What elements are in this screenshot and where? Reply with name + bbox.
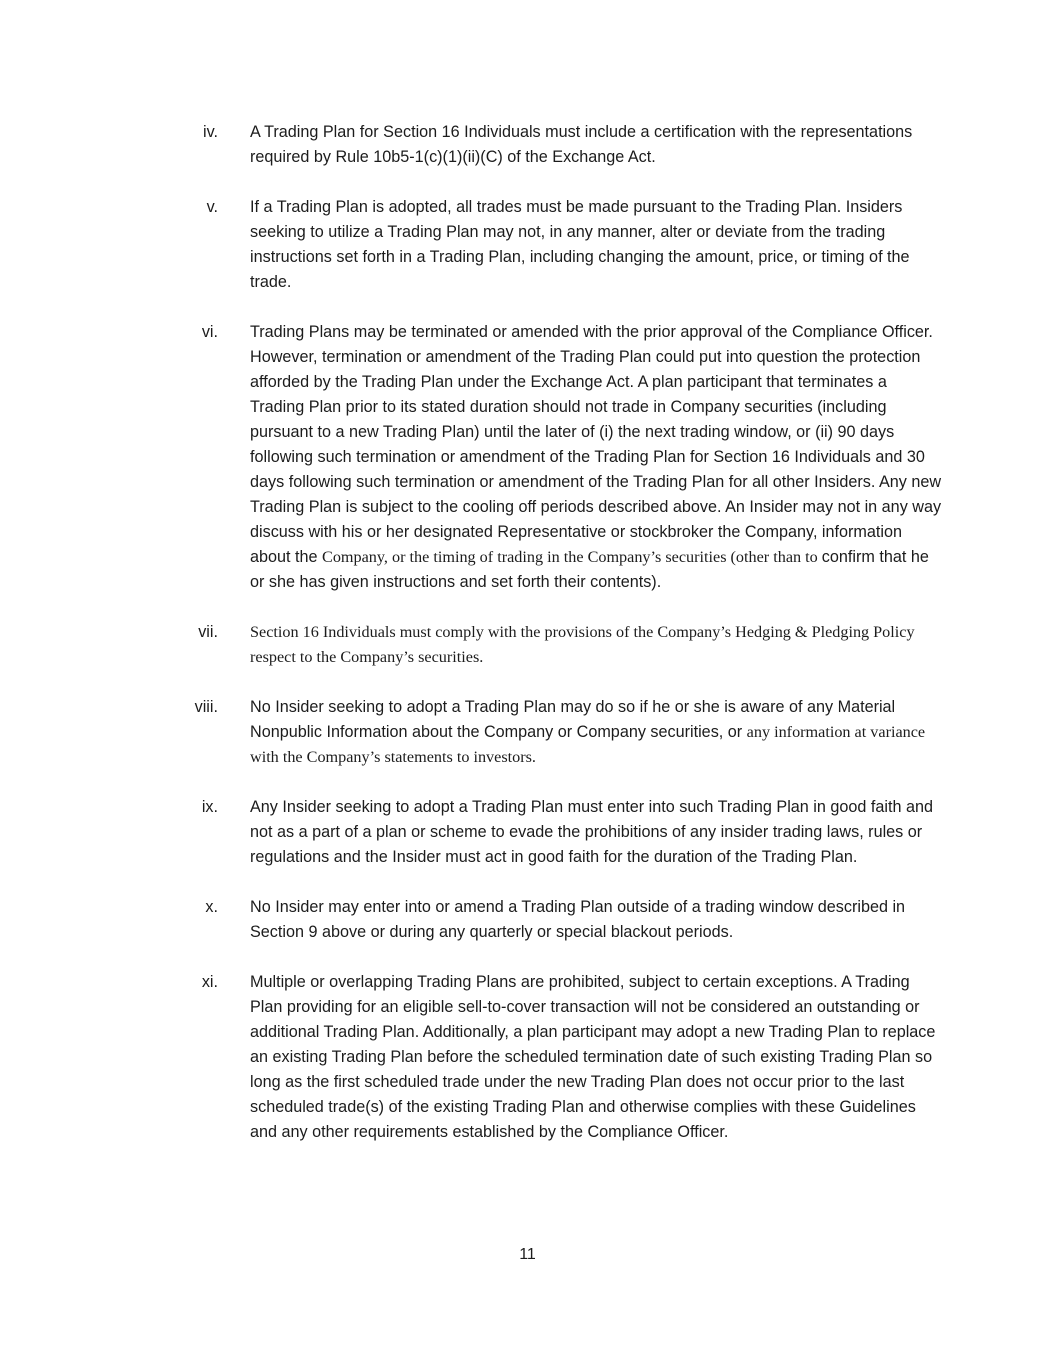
list-marker: vii. [198, 623, 218, 641]
list-item [148, 120, 945, 170]
text-segment: Section 16 Individuals must comply with the provisions of the Company’s Hedging & Pledging Policy respect to the Company’s securities. [250, 623, 915, 666]
text-segment: If a Trading Plan is adopted, all trades must be made pursuant to the Trading Plan. Insiders seeking to utilize a Trading Plan may not, in any manner, alter or deviate from the trading instructions set forth in a Trading Plan, including changing the amount, price, or timing of the trade. [250, 198, 910, 291]
list-marker: iv. [203, 123, 218, 141]
list-item-text [250, 620, 945, 670]
text-segment: any information at variance with the Company’s statements to investors. [250, 723, 926, 766]
list-item [148, 195, 945, 295]
list-item-text [250, 895, 945, 945]
list-marker: xi. [201, 973, 218, 991]
list-item [148, 795, 945, 870]
text-segment: confirm that he or she has given instructions and set forth their contents). [250, 548, 929, 591]
list-item [148, 320, 945, 595]
text-segment: Trading Plans may be terminated or amended with the prior approval of the Compliance Officer. However, termination or amendment of the Trading Plan could put into question the protection afforded by the Trading Plan under the Exchange Act. A plan participant that terminates a Trading Plan prior to its stated duration should not trade in Company securities (including pursuant to a new Trading Plan) until the later of (i) the next trading window, or (ii) 90 days following such termination or amendment of the Trading Plan for Section 16 Individuals and 30 days following such termination or amendment of the Trading Plan for all other Insiders. Any new Trading Plan is subject to the cooling off periods described above. An Insider may not in any way discuss with his or her designated Representative or stockbroker the Company, information about the [250, 323, 942, 566]
text-segment: No Insider seeking to adopt a Trading Plan may do so if he or she is aware of any Material Nonpublic Information about the Company or Company securities, or [250, 698, 896, 741]
list-item-text [250, 195, 945, 295]
list-item-text [250, 795, 945, 870]
list-item-text [250, 695, 945, 770]
list-marker: x. [205, 898, 218, 916]
trading-plan-list [148, 120, 945, 1170]
list-item-text [250, 970, 945, 1145]
text-segment: A Trading Plan for Section 16 Individuals must include a certification with the representations required by Rule 10b5-1(c)(1)(ii)(C) of the Exchange Act. [250, 123, 913, 166]
list-marker: viii. [194, 698, 218, 716]
list-item [148, 895, 945, 945]
list-item [148, 970, 945, 1145]
text-segment: No Insider may enter into or amend a Trading Plan outside of a trading window described in Section 9 above or during any quarterly or special blackout periods. [250, 898, 906, 941]
list-item-text [250, 320, 945, 595]
text-segment: Company, or the timing of trading in the Company’s securities (other than to [322, 548, 822, 566]
list-item [148, 620, 945, 670]
text-segment: Multiple or overlapping Trading Plans are prohibited, subject to certain exceptions. A Trading Plan providing for an eligible sell-to-cover transaction will not be considered an outstanding or additional Trading Plan. Additionally, a plan participant may adopt a new Trading Plan to replace an existing Trading Plan before the scheduled termination date of such existing Trading Plan so long as the first scheduled trade under the new Trading Plan does not occur prior to the last scheduled trade(s) of the existing Trading Plan and otherwise complies with these Guidelines and any other requirements established by the Compliance Officer. [250, 973, 936, 1141]
list-marker: ix. [201, 798, 218, 816]
list-marker: vi. [201, 323, 218, 341]
list-item-text [250, 120, 945, 170]
list-item [148, 695, 945, 770]
text-segment: Any Insider seeking to adopt a Trading Plan must enter into such Trading Plan in good faith and not as a part of a plan or scheme to evade the prohibitions of any insider trading laws, rules or regulations and the Insider must act in good faith for the duration of the Trading Plan. [250, 798, 934, 866]
list-marker: v. [206, 198, 218, 216]
page-number: 11 [519, 1246, 536, 1263]
